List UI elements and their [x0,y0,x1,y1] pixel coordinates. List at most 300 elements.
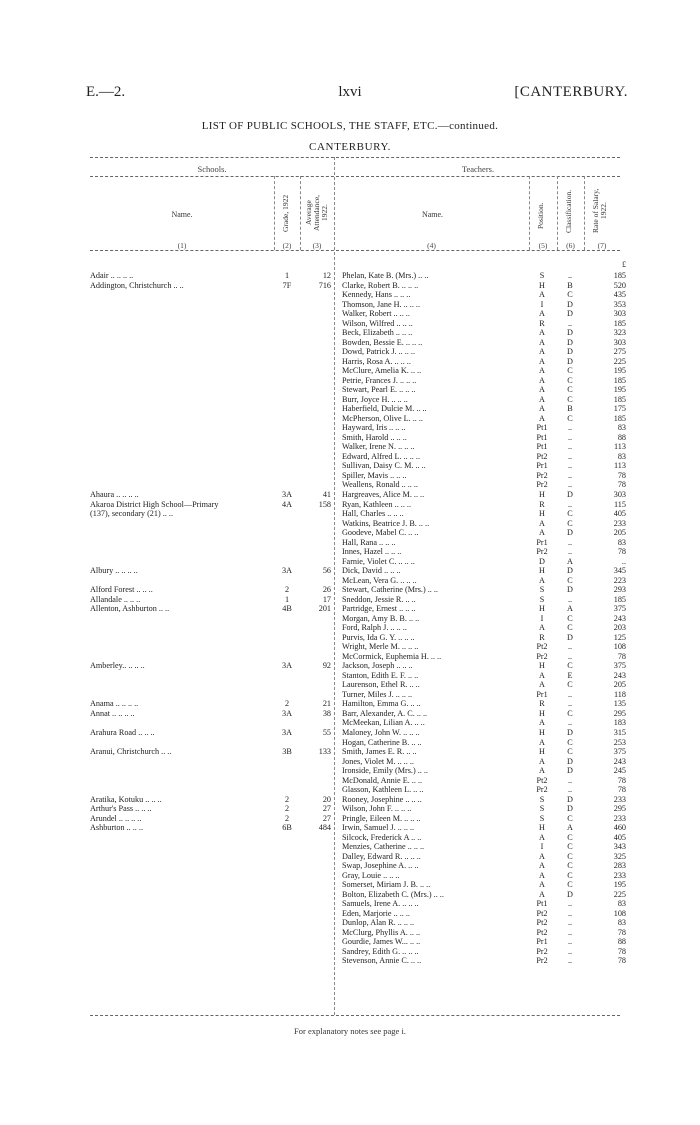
table-row [0,852,700,861]
section-rule [90,176,620,177]
table-row [0,947,700,956]
school-grade: 3A [281,661,292,671]
teacher-classification: D [567,328,573,338]
salary-rate: 243 [613,613,626,623]
teacher-position: A [539,718,545,728]
salary-rate: 78 [617,651,626,661]
teacher-classification: D [567,309,573,319]
teacher-position: H [539,823,545,833]
teacher-name: Stevenson, Annie C. .. .. [342,956,422,966]
school-grade: 2 [284,699,290,709]
table-row [0,890,700,899]
teacher-classification: D [567,766,573,775]
table-row [0,814,700,823]
average-attendance: 26 [322,585,331,595]
divider-classification [557,176,558,250]
teacher-name: Thomson, Jane H. .. .. .. [342,299,421,309]
salary-rate: 108 [613,908,626,918]
table-row [0,652,700,661]
table-row [0,281,700,290]
salary-rate: 88 [617,432,626,442]
salary-rate: 375 [613,661,626,671]
teacher-name: Phelan, Kate B. (Mrs.) .. .. [342,271,429,280]
salary-rate: 233 [613,870,626,880]
table-row [0,480,700,489]
teacher-position: A [539,623,545,633]
teacher-name: Smith, Harold .. .. .. [342,432,407,442]
teacher-position: Pt2 [536,451,548,461]
table-row [0,519,700,528]
teacher-classification: .. [567,537,573,547]
average-attendance: 716 [318,280,331,290]
average-attendance: 12 [322,271,331,280]
teacher-classification: .. [567,918,573,928]
teacher-position: Pr1 [536,689,548,699]
salary-rate: 195 [613,366,626,376]
teacher-classification: C [567,290,573,299]
teacher-classification: C [567,375,573,385]
table-row [0,690,700,699]
teacher-position: Pt2 [536,642,548,652]
teacher-classification: C [567,851,573,861]
teacher-name: McClure, Amelia K. .. .. [342,366,422,376]
teacher-position: Pr2 [536,785,548,795]
teacher-name: Burr, Joyce H. .. .. .. [342,394,408,404]
salary-rate: 353 [613,299,626,309]
salary-rate: 203 [613,623,626,633]
salary-rate: 83 [617,899,626,909]
salary-rate: 78 [617,956,626,966]
table-row [0,509,700,518]
school-grade: 2 [284,585,290,595]
teacher-position: A [539,766,545,775]
salary-rate: 295 [613,708,626,718]
table-row [0,461,700,470]
teacher-position: R [539,318,545,328]
salary-rate: 375 [613,747,626,756]
header-bottom-rule [90,250,620,251]
salary-rate: 275 [613,347,626,357]
teacher-name: Innes, Hazel .. .. .. [342,547,402,557]
divider-salary [584,176,585,250]
column-number: (4) [427,241,436,250]
school-name-heading: Name. [171,210,193,219]
school-grade: 3A [281,708,292,718]
salary-rate: 78 [617,470,626,480]
table-row [0,557,700,566]
salary-rate: 125 [613,632,626,642]
salary-rate: 223 [613,575,626,585]
teacher-classification: D [567,632,573,642]
table-row [0,861,700,870]
salary-rate: 185 [613,413,626,423]
salary-rate: 405 [613,832,626,842]
teacher-classification: C [567,413,573,423]
teachers-section-heading: Teachers. [461,164,495,174]
salary-rate: 83 [617,918,626,928]
table-row [0,928,700,937]
teacher-position: Pr1 [536,937,548,947]
teacher-classification: D [567,299,573,309]
salary-rate: 108 [613,642,626,652]
teacher-name: Clarke, Robert B. .. .. .. [342,280,419,290]
teacher-name: Walker, Robert .. .. .. [342,309,410,319]
salary-heading: Rate of Salary, 1922. [591,188,608,234]
table-row [0,500,700,509]
salary-rate: 205 [613,528,626,537]
divider-position [529,176,530,250]
teacher-position: A [539,347,545,357]
teacher-classification: B [567,404,573,414]
school-grade: 2 [284,813,290,823]
divider-attendance [300,176,301,250]
table-row [0,623,700,632]
salary-rate: 195 [613,385,626,395]
teacher-classification: C [567,880,573,890]
salary-rate: 185 [613,375,626,385]
teacher-classification: .. [567,480,573,490]
table-row [0,309,700,318]
teacher-classification: C [567,813,573,823]
teacher-name: Hogan, Catherine B. .. .. [342,737,422,747]
salary-rate: 343 [613,842,626,852]
school-grade: 6B [282,823,292,833]
table-row [0,452,700,461]
teacher-position: Pt1 [536,442,548,452]
salary-rate: 435 [613,290,626,299]
teacher-name: Farnie, Violet C. .. .. .. [342,556,415,566]
teacher-position: Pt2 [536,918,548,928]
teacher-name: Maloney, John W. .. .. .. [342,728,420,737]
school-name: Annat .. .. .. .. [90,708,135,718]
salary-rate: 78 [617,775,626,785]
teacher-position: Pr2 [536,547,548,557]
teacher-name: Dalley, Edward R. .. .. .. [342,851,421,861]
teacher-position: Pr1 [536,537,548,547]
teacher-name: Eden, Marjorie .. .. .. [342,908,410,918]
salary-rate: 283 [613,861,626,871]
table-row [0,319,700,328]
average-attendance: 17 [322,594,331,604]
table-row [0,661,700,670]
teacher-classification: .. [567,956,573,966]
salary-rate: 118 [614,689,626,699]
teacher-classification: .. [567,689,573,699]
teacher-classification: A [567,823,573,833]
teacher-name: Watkins, Beatrice J. B. .. .. [342,518,430,528]
table-row [0,918,700,927]
teacher-name: Ryan, Kathleen .. .. .. [342,499,412,509]
salary-rate: 225 [613,356,626,366]
teacher-classification: C [567,366,573,376]
teacher-position: Pr1 [536,461,548,471]
teacher-position: A [539,670,545,680]
teacher-position: A [539,851,545,861]
school-name: Aranui, Christchurch .. .. [90,747,172,756]
teacher-name: Dick, David .. .. .. [342,566,401,576]
teacher-name: McDonald, Annie E. .. .. [342,775,423,785]
teacher-name: Partridge, Ernest .. .. .. [342,604,416,614]
teacher-name: Pringle, Eileen M. .. .. .. [342,813,421,823]
teacher-name: Glasson, Kathleen L. .. .. [342,785,424,795]
teacher-classification: C [567,394,573,404]
teacher-classification: .. [567,908,573,918]
district-subtitle: CANTERBURY. [309,141,391,153]
classification-heading: Classification. [564,189,573,233]
table-row [0,385,700,394]
column-number: (6) [566,241,575,250]
table-row [0,433,700,442]
teacher-classification: .. [567,271,573,280]
teacher-position: S [539,271,545,280]
salary-rate: 233 [613,518,626,528]
teacher-name: Hargreaves, Alice M. .. .. [342,490,425,499]
school-name: Anama .. .. .. .. [90,699,139,709]
table-row [0,937,700,946]
teacher-name: Morgan, Amy B. B. .. .. [342,613,420,623]
teacher-position: A [539,394,545,404]
teacher-classification: .. [567,785,573,795]
teacher-classification: D [567,794,573,804]
teacher-position: S [539,594,545,604]
salary-rate: 205 [613,680,626,690]
teacher-position: H [539,490,545,499]
school-name: Akaroa District High School—Primary [90,499,219,509]
teacher-classification: D [567,337,573,347]
salary-rate: 78 [617,480,626,490]
teacher-classification: .. [567,594,573,604]
teacher-name: McLean, Vera G. .. .. .. [342,575,417,585]
table-row [0,604,700,613]
table-row [0,804,700,813]
teacher-classification: C [567,509,573,518]
table-row [0,956,700,965]
school-name: Allandale .. .. .. [90,594,141,604]
table-row [0,566,700,575]
salary-rate: 185 [613,271,626,280]
table-row [0,785,700,794]
table-row [0,842,700,851]
teacher-classification: C [567,861,573,871]
teacher-position: H [539,747,545,756]
salary-rate: 185 [613,318,626,328]
table-row [0,871,700,880]
school-name: Allenton, Ashburton .. .. [90,604,170,614]
salary-rate: 78 [617,927,626,937]
teacher-name: Bowden, Bessie E. .. .. .. [342,337,423,347]
teacher-position: S [539,585,545,595]
salary-rate: 233 [613,813,626,823]
teacher-name: Wright, Merle M. .. .. .. [342,642,419,652]
school-grade: 3A [281,566,292,576]
teacher-name: Hall, Charles .. .. .. [342,509,404,518]
teacher-position: A [539,328,545,338]
table-bottom-rule [90,1015,620,1016]
teacher-position: A [539,870,545,880]
salary-rate: 345 [613,566,626,576]
teacher-classification: C [567,870,573,880]
teacher-name: Gourdie, James W... .. .. [342,937,421,947]
school-name: Arundel .. .. .. .. [90,813,142,823]
grade-heading: Grade, 1922 [281,194,290,232]
teacher-name: Stewart, Pearl E. .. .. .. [342,385,416,395]
footnote: For explanatory notes see page i. [294,1026,406,1036]
teacher-position: A [539,413,545,423]
salary-rate: 315 [613,728,626,737]
teacher-classification: .. [567,699,573,709]
teacher-name: Hayward, Iris .. .. .. [342,423,406,433]
salary-rate: 303 [613,337,626,347]
teacher-name: Haberfield, Dulcie M. .. .. [342,404,427,414]
teacher-position: R [539,632,545,642]
salary-rate: 183 [613,718,626,728]
school-name: Albury .. .. .. .. [90,566,138,576]
teacher-classification: A [567,604,573,614]
school-grade: 2 [284,794,290,804]
table-row [0,595,700,604]
table-row [0,442,700,451]
teacher-classification: C [567,613,573,623]
table-row [0,328,700,337]
teacher-position: S [539,813,545,823]
table-row [0,738,700,747]
teacher-position: D [539,556,545,566]
school-name: Amberley.. .. .. .. [90,661,145,671]
salary-rate: 243 [613,670,626,680]
teacher-classification: .. [567,499,573,509]
table-row [0,366,700,375]
salary-rate: 195 [613,880,626,890]
teacher-classification: C [567,737,573,747]
table-row [0,357,700,366]
salary-rate: 460 [613,823,626,833]
teacher-name: Smith, James E. R. .. .. [342,747,417,756]
school-grade: 4B [282,604,292,614]
salary-rate: 115 [614,499,626,509]
teacher-classification: .. [567,423,573,433]
school-grade: 3A [281,490,292,499]
teacher-classification: .. [567,937,573,947]
school-name: Adair .. .. .. .. [90,271,134,280]
salary-rate: 225 [613,889,626,899]
table-row [0,347,700,356]
salary-rate: 375 [613,604,626,614]
teacher-name: McCormick, Euphemia H. .. .. [342,651,442,661]
teacher-position: A [539,861,545,871]
school-name: Aratika, Kotuku .. .. .. [90,794,162,804]
teacher-name: Sneddon, Jessie R. .. .. [342,594,416,604]
teacher-position: A [539,889,545,899]
column-number: (2) [282,241,292,250]
teacher-classification: D [567,804,573,814]
teacher-classification: C [567,747,573,756]
table-row [0,414,700,423]
teacher-name-heading: Name. [421,210,444,219]
salary-rate: 78 [617,946,626,956]
teacher-name: Beck, Elizabeth .. .. .. [342,328,413,338]
column-number: (5) [538,241,548,250]
school-grade: 2 [284,804,290,814]
table-row [0,671,700,680]
table-row [0,747,700,756]
teacher-name: Gray, Louie .. .. .. [342,870,400,880]
teacher-classification: E [567,670,573,680]
teacher-name: Stewart, Catherine (Mrs.) .. .. [342,585,438,595]
teacher-classification: D [567,756,573,766]
teacher-position: A [539,756,545,766]
table-row [0,757,700,766]
salary-rate: 253 [613,737,626,747]
teacher-classification: C [567,708,573,718]
teacher-classification: .. [567,470,573,480]
salary-rate: 233 [613,794,626,804]
teacher-position: I [540,842,544,852]
average-attendance: 55 [322,728,331,737]
table-row [0,471,700,480]
average-attendance: 41 [322,490,331,499]
teacher-position: H [539,509,545,518]
teacher-position: A [539,309,545,319]
teacher-position: A [539,528,545,537]
teacher-classification: D [567,528,573,537]
teacher-name: Goodeve, Mabel C. .. .. [342,528,419,537]
document-reference: E.—2. [86,84,126,100]
teacher-name: Somerset, Miriam J. B. .. .. [342,880,431,890]
average-attendance: 56 [322,566,331,576]
teacher-classification: .. [567,927,573,937]
teacher-name: Ironside, Emily (Mrs.) .. .. [342,766,428,775]
teacher-name: Dunlop, Alan R. .. .. .. [342,918,415,928]
table-row [0,271,700,280]
teacher-name: Sandrey, Edith G. .. .. .. [342,946,419,956]
teacher-classification: .. [567,442,573,452]
teacher-position: Pt2 [536,927,548,937]
salary-rate: 325 [613,851,626,861]
average-attendance: 158 [318,499,331,509]
position-heading: Position. [536,202,545,230]
teacher-name: Spiller, Mavis .. .. .. [342,470,407,480]
table-row [0,833,700,842]
teacher-classification: .. [567,651,573,661]
school-name: Arthur's Pass .. .. .. [90,804,152,814]
teacher-classification: .. [567,547,573,557]
school-name: Ashburton .. .. .. [90,823,143,833]
salary-rate: 78 [617,785,626,795]
school-name: Arahura Road .. .. .. [90,728,155,737]
salary-rate: 185 [613,594,626,604]
teacher-position: Pt1 [536,899,548,909]
table-row [0,395,700,404]
school-name: Alford Forest .. .. .. [90,585,153,595]
average-attendance: 27 [322,804,331,814]
teacher-classification: C [567,623,573,633]
table-row [0,880,700,889]
teacher-position: Pt1 [536,423,548,433]
salary-rate: 295 [613,804,626,814]
teacher-name: Purvis, Ida G. Y. .. .. .. [342,632,415,642]
teacher-name: Jackson, Joseph .. .. .. [342,661,413,671]
teacher-name: Wilson, Wilfred .. .. .. [342,318,413,328]
teacher-classification: .. [567,718,573,728]
teacher-name: McPherson, Olive L. .. .. [342,413,423,423]
table-row [0,376,700,385]
divider-grade [274,176,275,250]
table-row [0,404,700,413]
table-row [0,709,700,718]
salary-rate: .. [621,556,626,566]
teacher-position: A [539,375,545,385]
table-row [0,300,700,309]
